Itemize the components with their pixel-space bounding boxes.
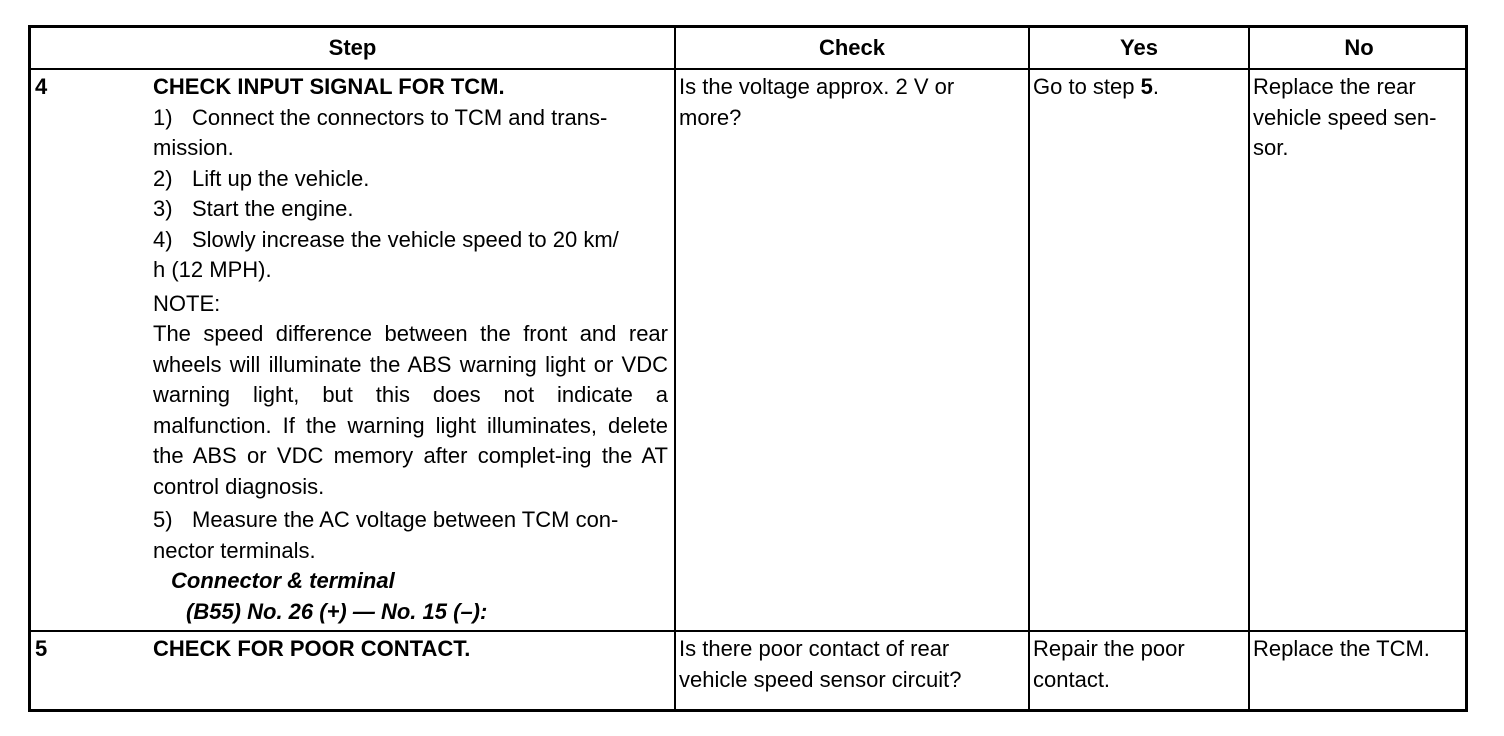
- step-content: [153, 72, 668, 627]
- no-action: Replace the TCM.: [1253, 636, 1430, 661]
- step-title: CHECK INPUT SIGNAL FOR TCM.: [153, 74, 505, 99]
- step-title: CHECK FOR POOR CONTACT.: [153, 636, 471, 661]
- note-label: NOTE:: [153, 290, 221, 316]
- header-yes: Yes: [1120, 35, 1158, 60]
- note-text: The speed difference between the front and rear wheels will illuminate the ABS warning light or VDC warning light, but this does not indicate a malfunction. If the warning light illuminates, delete the ABS or VDC memory after complet-ing the AT control diagnosis.: [153, 321, 668, 499]
- spec-label: Connector & terminal: [171, 568, 395, 593]
- list-item: 4) Slowly increase the vehicle speed to 20 km/: [153, 226, 619, 252]
- column-divider: [674, 28, 676, 709]
- spec-value: (B55) No. 26 (+) — No. 15 (–):: [186, 598, 488, 624]
- no-action: Replace the rear vehicle speed sen-sor.: [1253, 74, 1437, 160]
- diagnosis-table: [28, 25, 1468, 712]
- list-item: 2) Lift up the vehicle.: [153, 165, 370, 191]
- list-item: 3) Start the engine.: [153, 196, 354, 221]
- column-divider: [1248, 28, 1250, 709]
- check-question: Is there poor contact of rear vehicle speed sensor circuit?: [679, 636, 962, 692]
- list-item: 1) Connect the connectors to TCM and trans-: [153, 104, 608, 130]
- header-no: No: [1344, 35, 1374, 60]
- header-check: Check: [818, 35, 886, 60]
- step-number: 5: [35, 636, 48, 661]
- row-divider: [31, 630, 1465, 632]
- yes-action: Go to step 5.: [1033, 74, 1159, 99]
- header-step: Step: [328, 35, 377, 60]
- yes-action: Repair the poor contact.: [1033, 636, 1185, 692]
- list-item-continuation: mission.: [153, 135, 234, 160]
- step-number: 4: [35, 74, 48, 99]
- list-item: 5) Measure the AC voltage between TCM con-: [153, 507, 619, 532]
- check-question: Is the voltage approx. 2 V or more?: [679, 74, 955, 130]
- step-reference: 5: [1140, 74, 1153, 99]
- list-item-continuation: nector terminals.: [153, 537, 316, 563]
- row-divider: [31, 68, 1465, 70]
- list-item-continuation: h (12 MPH).: [153, 257, 272, 282]
- column-divider: [1028, 28, 1030, 709]
